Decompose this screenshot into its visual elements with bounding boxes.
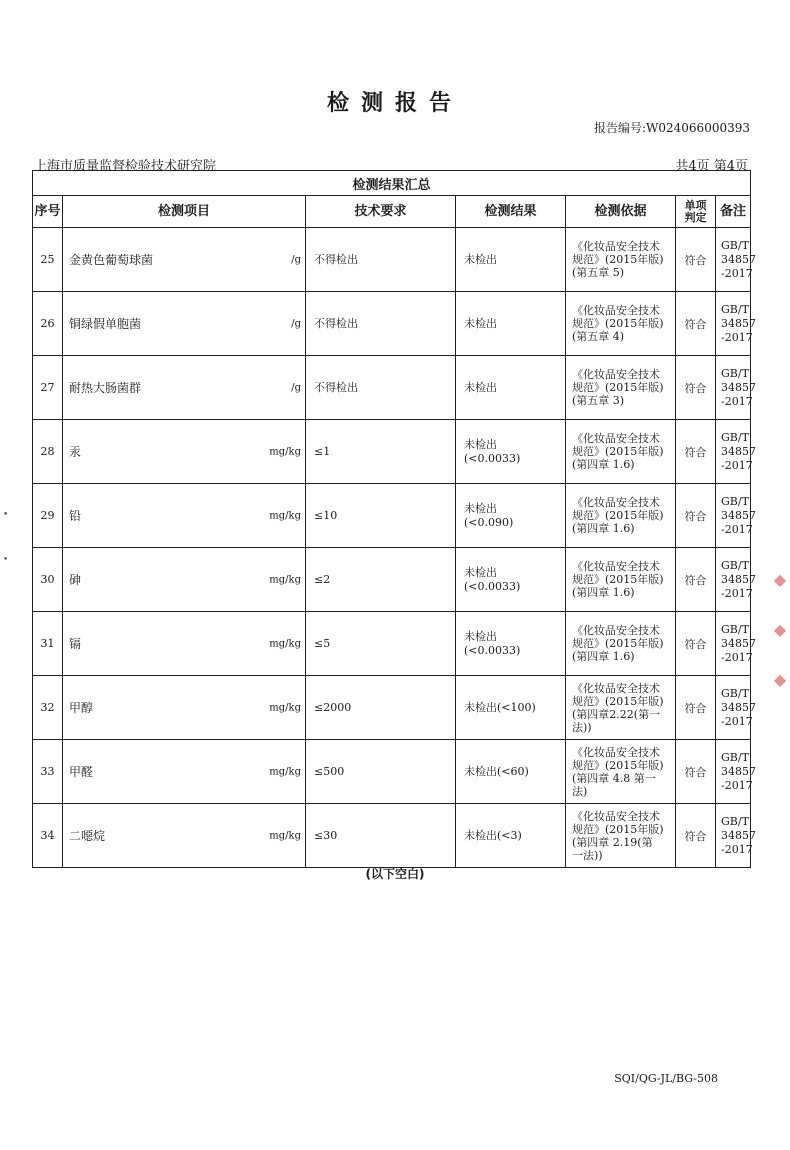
item-name: 甲醇 <box>69 701 94 715</box>
remark-line: -2017 <box>721 522 753 536</box>
row-seq: 33 <box>33 740 63 804</box>
row-requirement: ≤2000 <box>306 676 456 740</box>
row-result <box>456 804 566 868</box>
remark-line: GB/T <box>721 302 749 316</box>
row-verdict: 符合 <box>676 228 716 292</box>
row-basis <box>566 548 676 612</box>
row-basis <box>566 356 676 420</box>
result-line: 未检出(<3) <box>464 828 522 842</box>
item-unit: mg/kg <box>269 766 301 777</box>
table-row <box>33 804 751 868</box>
col-item-header: 检测项目 <box>63 196 306 228</box>
remark-line: -2017 <box>721 650 753 664</box>
row-seq: 34 <box>33 804 63 868</box>
result-line: 未检出 <box>464 380 497 394</box>
basis-line: (第四章 1.6) <box>572 586 635 599</box>
item-name: 甲醛 <box>69 765 94 779</box>
result-line: 未检出 <box>464 437 497 451</box>
basis-line: 法) <box>572 784 588 798</box>
basis-line: (第四章 4.8 第一 <box>572 771 656 785</box>
row-result <box>456 356 566 420</box>
row-verdict: 符合 <box>676 548 716 612</box>
item-name: 砷 <box>69 573 82 587</box>
item-unit: /g <box>291 318 301 329</box>
table-row <box>33 484 751 548</box>
remark-line: GB/T <box>721 622 749 636</box>
basis-line: 《化妆品安全技术 <box>572 240 660 253</box>
basis-line: 规范》(2015年版) <box>572 637 664 650</box>
table-row <box>33 612 751 676</box>
basis-line: 《化妆品安全技术 <box>572 681 660 695</box>
remark-line: -2017 <box>721 586 753 600</box>
row-verdict: 符合 <box>676 484 716 548</box>
basis-line: 规范》(2015年版) <box>572 509 664 522</box>
item-unit: mg/kg <box>269 574 301 585</box>
row-item <box>63 740 306 804</box>
table-row <box>33 420 751 484</box>
row-seq: 29 <box>33 484 63 548</box>
verdict-header-line2: 判定 <box>684 210 707 224</box>
basis-line: 《化妆品安全技术 <box>572 809 660 823</box>
col-basis-header: 检测依据 <box>566 196 676 228</box>
basis-line: (第四章 1.6) <box>572 522 635 535</box>
basis-line: 《化妆品安全技术 <box>572 304 660 317</box>
row-requirement: ≤2 <box>306 548 456 612</box>
item-unit: /g <box>291 254 301 265</box>
basis-line: 规范》(2015年版) <box>572 317 664 330</box>
item-name: 耐热大肠菌群 <box>69 381 142 395</box>
row-verdict: 符合 <box>676 676 716 740</box>
row-item <box>63 484 306 548</box>
page-info: 共4页 第4页 <box>675 159 748 174</box>
col-remark-header: 备注 <box>716 196 751 228</box>
row-item <box>63 420 306 484</box>
row-seq: 27 <box>33 356 63 420</box>
item-name: 二噁烷 <box>69 829 106 843</box>
result-line: (<0.0033) <box>464 451 521 465</box>
result-line: 未检出 <box>464 501 497 515</box>
report-number-label: 报告编号: <box>594 121 647 135</box>
table-row <box>33 228 751 292</box>
red-seal-stamp: ◆ ◆ ◆ <box>773 570 787 689</box>
result-line: 未检出 <box>464 629 497 643</box>
row-basis <box>566 420 676 484</box>
basis-line: 法)) <box>572 720 592 734</box>
basis-line: (第四章 2.19(第 <box>572 835 653 849</box>
row-remark <box>716 740 756 804</box>
basis-line: 规范》(2015年版) <box>572 694 664 708</box>
basis-line: 规范》(2015年版) <box>572 822 664 836</box>
row-requirement: ≤1 <box>306 420 456 484</box>
basis-line: (第五章 3) <box>572 394 625 407</box>
row-item <box>63 676 306 740</box>
remark-line: 34857 <box>721 380 756 394</box>
basis-line: 《化妆品安全技术 <box>572 745 660 759</box>
remark-line: GB/T <box>721 366 749 380</box>
remark-line: GB/T <box>721 750 749 764</box>
row-result <box>456 612 566 676</box>
row-requirement: 不得检出 <box>306 292 456 356</box>
row-result <box>456 484 566 548</box>
remark-line: -2017 <box>721 778 753 792</box>
item-unit: mg/kg <box>269 702 301 713</box>
item-unit: mg/kg <box>269 638 301 649</box>
remark-line: -2017 <box>721 458 753 472</box>
row-basis <box>566 740 676 804</box>
remark-line: -2017 <box>721 330 753 344</box>
col-verdict-header <box>676 196 716 228</box>
row-verdict: 符合 <box>676 356 716 420</box>
remark-line: 34857 <box>721 764 756 778</box>
row-result <box>456 548 566 612</box>
row-basis <box>566 612 676 676</box>
row-remark <box>716 356 756 420</box>
row-remark <box>716 292 756 356</box>
basis-line: (第四章2.22(第一 <box>572 707 661 721</box>
row-basis <box>566 804 676 868</box>
row-requirement: ≤10 <box>306 484 456 548</box>
row-remark <box>716 676 756 740</box>
row-remark <box>716 420 756 484</box>
row-seq: 31 <box>33 612 63 676</box>
basis-line: 规范》(2015年版) <box>572 445 664 458</box>
remark-line: 34857 <box>721 572 756 586</box>
report-number-value: W024066000393 <box>646 121 750 135</box>
remark-line: -2017 <box>721 714 753 728</box>
row-requirement: ≤5 <box>306 612 456 676</box>
row-result <box>456 676 566 740</box>
col-requirement-header: 技术要求 <box>306 196 456 228</box>
item-unit: mg/kg <box>269 446 301 457</box>
row-basis <box>566 676 676 740</box>
scan-mark: • <box>3 555 9 565</box>
remark-line: 34857 <box>721 828 756 842</box>
verdict-header-line1: 单项 <box>684 198 707 212</box>
remark-line: GB/T <box>721 494 749 508</box>
basis-line: (第五章 5) <box>572 266 625 279</box>
row-verdict: 符合 <box>676 420 716 484</box>
row-requirement: ≤30 <box>306 804 456 868</box>
item-name: 铅 <box>69 509 82 523</box>
form-code: SQI/QG-JL/BG-508 <box>614 1072 718 1085</box>
row-verdict: 符合 <box>676 804 716 868</box>
basis-line: 规范》(2015年版) <box>572 381 664 394</box>
row-seq: 25 <box>33 228 63 292</box>
item-name: 汞 <box>69 445 82 459</box>
row-basis <box>566 292 676 356</box>
row-verdict: 符合 <box>676 292 716 356</box>
row-remark <box>716 804 756 868</box>
col-seq-header: 序号 <box>33 196 63 228</box>
row-result <box>456 228 566 292</box>
item-unit: mg/kg <box>269 510 301 521</box>
basis-line: 《化妆品安全技术 <box>572 560 660 573</box>
item-name: 镉 <box>69 637 82 651</box>
institute-name: 上海市质量监督检验技术研究院 <box>34 159 217 174</box>
row-result <box>456 292 566 356</box>
remark-line: GB/T <box>721 686 749 700</box>
basis-line: (第四章 1.6) <box>572 650 635 663</box>
remark-line: 34857 <box>721 508 756 522</box>
remark-line: GB/T <box>721 814 749 828</box>
row-basis <box>566 484 676 548</box>
remark-line: -2017 <box>721 394 753 408</box>
item-unit: mg/kg <box>269 830 301 841</box>
result-line: 未检出(<100) <box>464 700 536 714</box>
basis-line: 一法)) <box>572 848 603 862</box>
remark-line: GB/T <box>721 558 749 572</box>
table-row <box>33 676 751 740</box>
result-line: 未检出 <box>464 252 497 266</box>
row-item <box>63 548 306 612</box>
row-remark <box>716 484 756 548</box>
remark-line: 34857 <box>721 252 756 266</box>
row-item <box>63 356 306 420</box>
row-seq: 26 <box>33 292 63 356</box>
row-seq: 30 <box>33 548 63 612</box>
report-number <box>560 119 750 136</box>
table-row <box>33 548 751 612</box>
row-remark <box>716 612 756 676</box>
row-item <box>63 292 306 356</box>
row-item <box>63 804 306 868</box>
basis-line: 《化妆品安全技术 <box>572 432 660 445</box>
results-table <box>32 170 756 868</box>
result-line: 未检出 <box>464 565 497 579</box>
item-name: 金黄色葡萄球菌 <box>69 253 154 267</box>
row-remark <box>716 548 756 612</box>
scan-mark: • <box>3 510 9 520</box>
result-line: (<0.0033) <box>464 579 521 593</box>
result-line: 未检出 <box>464 316 497 330</box>
row-result <box>456 420 566 484</box>
row-requirement: 不得检出 <box>306 356 456 420</box>
blank-below-note: (以下空白) <box>365 867 425 881</box>
remark-line: 34857 <box>721 444 756 458</box>
col-result-header: 检测结果 <box>456 196 566 228</box>
item-name: 铜绿假单胞菌 <box>69 317 142 331</box>
row-seq: 28 <box>33 420 63 484</box>
table-row <box>33 740 751 804</box>
basis-line: 规范》(2015年版) <box>572 253 664 266</box>
remark-line: 34857 <box>721 700 756 714</box>
report-title: 检测报告 <box>326 91 463 116</box>
basis-line: (第五章 4) <box>572 330 625 343</box>
row-verdict: 符合 <box>676 612 716 676</box>
basis-line: 《化妆品安全技术 <box>572 368 660 381</box>
table-row <box>33 292 751 356</box>
basis-line: 规范》(2015年版) <box>572 758 664 772</box>
basis-line: 《化妆品安全技术 <box>572 496 660 509</box>
result-line: 未检出(<60) <box>464 764 529 778</box>
row-requirement: 不得检出 <box>306 228 456 292</box>
remark-line: -2017 <box>721 842 753 856</box>
result-line: (<0.090) <box>464 515 514 529</box>
basis-line: 规范》(2015年版) <box>572 573 664 586</box>
basis-line: 《化妆品安全技术 <box>572 624 660 637</box>
row-verdict: 符合 <box>676 740 716 804</box>
basis-line: (第四章 1.6) <box>572 458 635 471</box>
row-requirement: ≤500 <box>306 740 456 804</box>
summary-title: 检测结果汇总 <box>33 171 751 196</box>
result-line: (<0.0033) <box>464 643 521 657</box>
remark-line: GB/T <box>721 238 749 252</box>
row-result <box>456 740 566 804</box>
remark-line: 34857 <box>721 316 756 330</box>
remark-line: -2017 <box>721 266 753 280</box>
row-item <box>63 612 306 676</box>
row-seq: 32 <box>33 676 63 740</box>
row-item <box>63 228 306 292</box>
table-row <box>33 356 751 420</box>
row-remark <box>716 228 756 292</box>
remark-line: 34857 <box>721 636 756 650</box>
remark-line: GB/T <box>721 430 749 444</box>
item-unit: /g <box>291 382 301 393</box>
row-basis <box>566 228 676 292</box>
